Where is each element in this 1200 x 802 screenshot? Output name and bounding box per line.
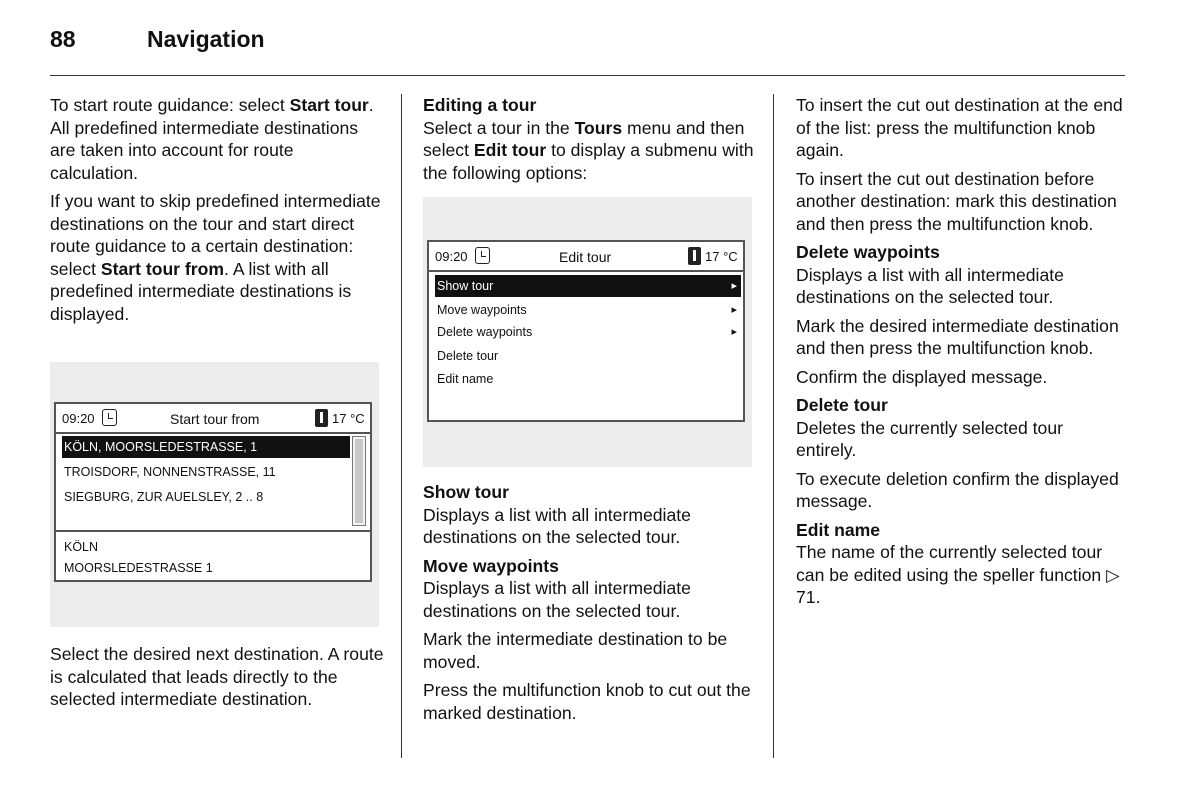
heading: Move waypoints [423,555,559,576]
heading: Delete waypoints [796,242,940,262]
menu-item-delete-tour[interactable] [435,345,741,367]
menu-item-show-tour[interactable] [435,275,741,297]
paragraph: Deletes the currently selected tour entirely. [796,417,1063,460]
paragraph: Mark the desired intermediate destination and then press the multifunction knob. [796,315,1119,358]
paragraph: Confirm the displayed message. [796,366,1048,387]
item-label: Show tour [437,279,494,293]
clock-time: 09:20 [62,411,95,426]
text: . All predefined intermediate destinations are taken into account for route calculation. [50,95,374,183]
list-item[interactable] [62,486,350,508]
display-screen [427,240,745,422]
section-title: Navigation [147,26,265,52]
paragraph: Press the multifunction knob to cut out the marked destination. [423,680,751,723]
text: to display a submenu with the following options: [423,140,754,183]
bold-term: Edit tour [473,140,547,160]
page-reference[interactable]: 71 [796,587,816,607]
paragraph: To execute deletion confirm the displayed message. [796,468,1119,511]
paragraph [423,117,758,185]
detail-street: MOORSLEDESTRASSE 1 [64,561,213,575]
heading: Editing a tour [423,95,537,115]
screenshot-start-tour-from [50,362,379,627]
screenshot-edit-tour [423,197,752,467]
item-label: Delete waypoints [437,325,533,339]
paragraph [50,94,385,184]
menu-item-edit-name[interactable] [435,368,741,390]
clock-icon [102,409,117,426]
column-1-lower [50,643,385,717]
column-1 [50,94,385,331]
column-3 [796,94,1128,615]
paragraph: Displays a list with all intermediate destinations on the selected tour. [423,504,691,547]
paragraph: To insert the cut out destination before another destination: mark this destination and then press the multifunction knob. [796,168,1117,234]
paragraph: Select the desired next destination. A route is calculated that leads directly to the selected intermediate destination. [50,644,384,709]
scrollbar[interactable] [352,436,366,526]
chevron-right-icon: ▸ [731,326,737,338]
paragraph: Displays a list with all intermediate destinations on the selected tour. [423,578,691,621]
bold-term: Start tour [289,95,369,115]
item-label: Delete tour [437,349,499,363]
paragraph: To insert the cut out destination at the end of the list: press the multifunction knob again. [796,95,1123,160]
text: . A list with all predefined intermediate destinations is displayed. [50,258,352,324]
status-bar [56,404,370,434]
paragraph [796,541,1128,609]
heading: Edit name [796,519,881,540]
bold-term: Start tour from [100,258,225,279]
list-item[interactable] [62,436,350,458]
text: To start route guidance: select [50,95,290,115]
paragraph [50,190,385,325]
column-2 [423,94,758,190]
paragraph: Mark the intermediate destination to be moved. [423,629,728,672]
heading: Show tour [423,482,510,502]
temperature: 17 °C [332,411,365,426]
temperature: 17 °C [705,249,738,264]
text: Select a tour in the [423,117,575,138]
clock-icon [475,247,490,264]
column-divider [773,94,774,758]
text: The name of the currently selected tour can be edited using the speller function [796,542,1107,585]
thermometer-icon [315,409,328,427]
status-bar [429,242,743,272]
bold-term: Tours [574,117,623,138]
paragraph: Displays a list with all intermediate destinations on the selected tour. [796,264,1064,307]
menu-item-delete-waypoints[interactable] [435,321,741,343]
chevron-right-icon: ▸ [731,304,737,316]
detail-city: KÖLN [64,540,99,554]
chevron-right-icon: ▸ [731,280,737,292]
column-2-lower [423,481,758,730]
page-number: 88 [50,26,76,52]
divider [56,530,370,532]
divider [56,432,370,434]
menu-item-move-waypoints[interactable] [435,299,741,321]
item-label: Move waypoints [437,303,527,317]
item-label: TROISDORF, NONNENSTRASSE, 11 [64,465,276,479]
screen-title: Start tour from [170,411,260,427]
item-label: KÖLN, MOORSLEDESTRASSE, 1 [64,440,258,454]
display-screen [54,402,372,582]
page-reference-arrow-icon: ▷ [1106,564,1120,585]
scrollbar-thumb[interactable] [355,439,363,523]
thermometer-icon [688,247,701,265]
item-label: SIEGBURG, ZUR AUELSLEY, 2 .. 8 [64,490,264,504]
text: . [815,587,821,607]
text: If you want to skip predefined intermediate destinations on the tour and start direct route guidance to a certain destination: select [50,191,381,279]
page-header [50,26,1125,76]
clock-time: 09:20 [435,249,468,264]
text: menu and then select [423,117,745,160]
divider [429,270,743,272]
item-label: Edit name [437,372,494,386]
list-item[interactable] [62,461,350,483]
column-divider [401,94,402,758]
screen-title: Edit tour [559,249,612,265]
heading: Delete tour [796,395,888,415]
